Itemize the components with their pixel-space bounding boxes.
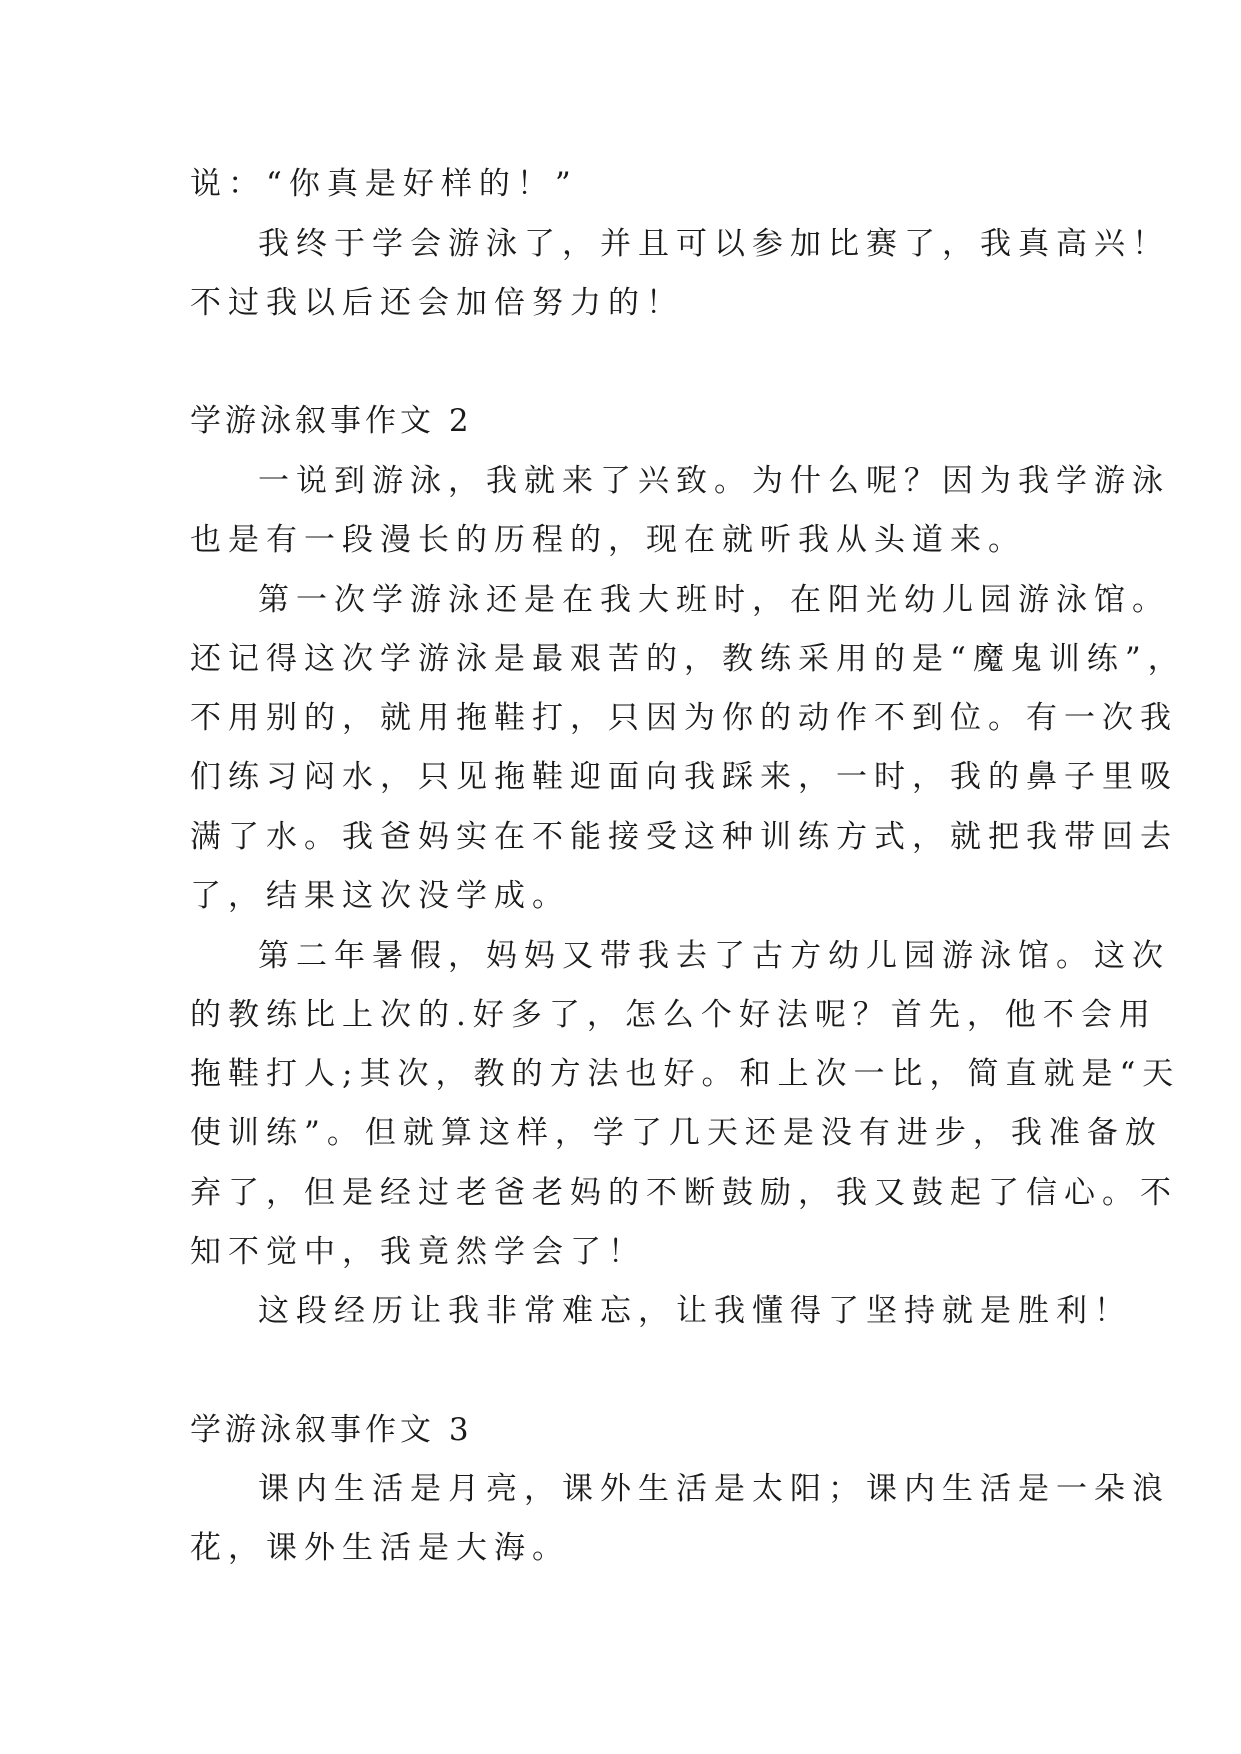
paragraph-line: 一说到游泳，我就来了兴致。为什么呢？因为我学游泳	[258, 463, 1170, 499]
paragraph-line: 第一次学游泳还是在我大班时，在阳光幼儿园游泳馆。	[258, 582, 1170, 618]
paragraph-line: 拖鞋打人;其次，教的方法也好。和上次一比，简直就是“天	[190, 1056, 1181, 1092]
paragraph-line: 不过我以后还会加倍努力的！	[190, 285, 684, 321]
essay-heading: 学游泳叙事作文 3	[190, 1412, 473, 1448]
paragraph-line: 第二年暑假，妈妈又带我去了古方幼儿园游泳馆。这次	[258, 938, 1170, 974]
paragraph-line: 还记得这次学游泳是最艰苦的，教练采用的是“魔鬼训练”，	[190, 641, 1186, 677]
paragraph-line: 课内生活是月亮，课外生活是太阳；课内生活是一朵浪	[258, 1471, 1170, 1507]
paragraph-line: 弃了，但是经过老爸老妈的不断鼓励，我又鼓起了信心。不	[190, 1175, 1178, 1211]
paragraph-line: 们练习闷水，只见拖鞋迎面向我踩来，一时，我的鼻子里吸	[190, 759, 1178, 795]
paragraph-line: 的教练比上次的.好多了，怎么个好法呢？首先，他不会用	[190, 997, 1157, 1033]
essay-heading: 学游泳叙事作文 2	[190, 403, 473, 439]
paragraph-line: 满了水。我爸妈实在不能接受这种训练方式，就把我带回去	[190, 819, 1178, 855]
paragraph-line: 我终于学会游泳了，并且可以参加比赛了，我真高兴！	[258, 226, 1170, 262]
paragraph-line: 也是有一段漫长的历程的，现在就听我从头道来。	[190, 522, 1026, 558]
paragraph-line: 了，结果这次没学成。	[190, 878, 570, 914]
paragraph-line: 使训练”。但就算这样，学了几天还是没有进步，我准备放	[190, 1115, 1163, 1151]
paragraph-line: 不用别的，就用拖鞋打，只因为你的动作不到位。有一次我	[190, 700, 1178, 736]
paragraph-line: 知不觉中，我竟然学会了！	[190, 1234, 646, 1270]
paragraph-line: 这段经历让我非常难忘，让我懂得了坚持就是胜利！	[258, 1293, 1132, 1329]
paragraph-line: 花，课外生活是大海。	[190, 1530, 570, 1566]
paragraph-line: 说：“你真是好样的！”	[190, 166, 578, 202]
